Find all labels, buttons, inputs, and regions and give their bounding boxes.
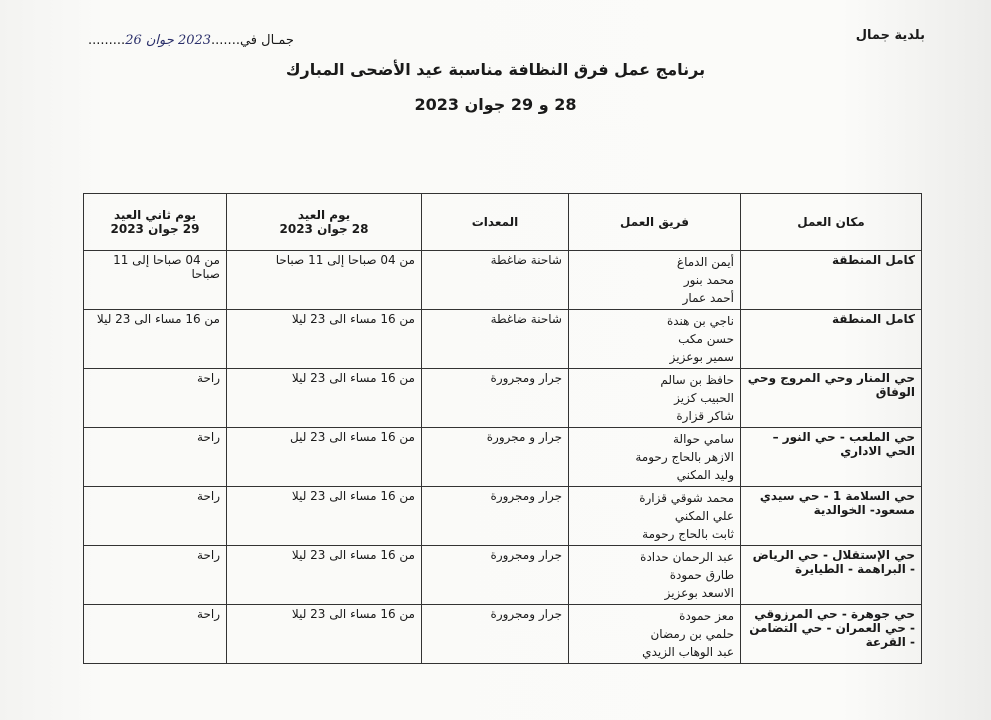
cell-day2: راحة: [84, 487, 227, 546]
handwritten-date: 2023 جوان 26: [125, 33, 212, 48]
header-equipment: المعدات: [422, 194, 569, 251]
cell-equipment: جرار ومجرورة: [422, 369, 569, 428]
header-day1-name: يوم العيد: [297, 208, 351, 222]
cell-day1: من 16 مساء الى 23 ليلا: [227, 605, 422, 664]
cell-day2: راحة: [84, 546, 227, 605]
cell-day2: راحة: [84, 605, 227, 664]
cell-place: كامل المنطقة: [741, 251, 922, 310]
schedule-table: [83, 193, 922, 664]
header-day2: [84, 194, 227, 251]
team-member: حلمي بن رمضان: [650, 627, 734, 641]
team-member: ثابت بالحاج رحومة: [642, 527, 734, 541]
table-header-row: [84, 194, 922, 251]
cell-equipment: شاحنة ضاغطة: [422, 251, 569, 310]
team-member: محمد شوقي قزارة: [639, 491, 734, 505]
page-subtitle: 28 و 29 جوان 2023: [414, 95, 577, 114]
table-row: [84, 251, 922, 310]
cell-equipment: جرار و مجرورة: [422, 428, 569, 487]
cell-equipment: شاحنة ضاغطة: [422, 310, 569, 369]
team-member: علي المكني: [674, 509, 734, 523]
cell-place: حي جوهرة - حي المرزوقي - حي العمران - حي التضامن - القرعة: [741, 605, 922, 664]
table-row: [84, 487, 922, 546]
table-row: [84, 428, 922, 487]
header-day2-date: 29 جوان 2023: [110, 222, 200, 236]
cell-day1: من 16 مساء الى 23 ليل: [227, 428, 422, 487]
cell-day1: من 16 مساء الى 23 ليلا: [227, 487, 422, 546]
team-member: عبد الوهاب الزيدي: [642, 645, 734, 659]
team-member: عبد الرحمان حدادة: [640, 550, 734, 564]
cell-equipment: جرار ومجرورة: [422, 605, 569, 664]
table-row: [84, 605, 922, 664]
header-place: مكان العمل: [741, 194, 922, 251]
cell-equipment: جرار ومجرورة: [422, 487, 569, 546]
cell-team: [569, 428, 741, 487]
cell-day2: من 04 صباحا إلى 11 صباحا: [84, 251, 227, 310]
team-member: سمير بوعزيز: [669, 350, 734, 364]
cell-day1: من 16 مساء الى 23 ليلا: [227, 369, 422, 428]
team-member: الحبيب كزيز: [674, 391, 734, 405]
cell-place: حي الإستقلال - حي الرياض - البراهمة - الطيايرة: [741, 546, 922, 605]
team-member: أيمن الدماغ: [676, 255, 734, 269]
cell-place: كامل المنطقة: [741, 310, 922, 369]
team-member: الاسعد بوعزيز: [664, 586, 734, 600]
header-day2-name: يوم ثاني العيد: [113, 208, 197, 222]
cell-day2: من 16 مساء الى 23 ليلا: [84, 310, 227, 369]
team-member: وليد المكني: [676, 468, 734, 482]
cell-place: حي المنار وحي المروج وحي الوفاق: [741, 369, 922, 428]
cell-day1: من 04 صباحا إلى 11 صباحا: [227, 251, 422, 310]
team-member: أحمد عمار: [682, 291, 734, 305]
team-member: حافظ بن سالم: [660, 373, 734, 387]
team-member: سامي حوالة: [673, 432, 734, 446]
date-line: جمـال في.......2023 جوان 26.........: [88, 33, 294, 48]
team-member: محمد بنور: [683, 273, 734, 287]
cell-equipment: جرار ومجرورة: [422, 546, 569, 605]
cell-day1: من 16 مساء الى 23 ليلا: [227, 546, 422, 605]
cell-team: [569, 487, 741, 546]
table-row: [84, 369, 922, 428]
cell-team: [569, 605, 741, 664]
team-member: حسن مكب: [678, 332, 734, 346]
cell-team: [569, 369, 741, 428]
table-row: [84, 546, 922, 605]
municipality-name: بلدية جمال: [855, 28, 925, 43]
team-member: معز حمودة: [679, 609, 734, 623]
cell-team: [569, 251, 741, 310]
table-row: [84, 310, 922, 369]
cell-place: حي السلامة 1 - حي سيدي مسعود- الخوالدية: [741, 487, 922, 546]
cell-team: [569, 310, 741, 369]
team-member: شاكر قزارة: [676, 409, 734, 423]
header-day1: [227, 194, 422, 251]
cell-day1: من 16 مساء الى 23 ليلا: [227, 310, 422, 369]
team-member: ناجي بن هندة: [666, 314, 734, 328]
date-prefix: جمـال في: [239, 33, 294, 48]
cell-place: حي الملعب - حي النور – الحي الاداري: [741, 428, 922, 487]
header-day1-date: 28 جوان 2023: [279, 222, 369, 236]
page-title: برنامج عمل فرق النظافة مناسبة عيد الأضحى المبارك: [285, 60, 706, 79]
header-team: فريق العمل: [569, 194, 741, 251]
team-member: الازهر بالحاج رحومة: [635, 450, 734, 464]
cell-day2: راحة: [84, 369, 227, 428]
cell-team: [569, 546, 741, 605]
cell-day2: راحة: [84, 428, 227, 487]
team-member: طارق حمودة: [669, 568, 734, 582]
